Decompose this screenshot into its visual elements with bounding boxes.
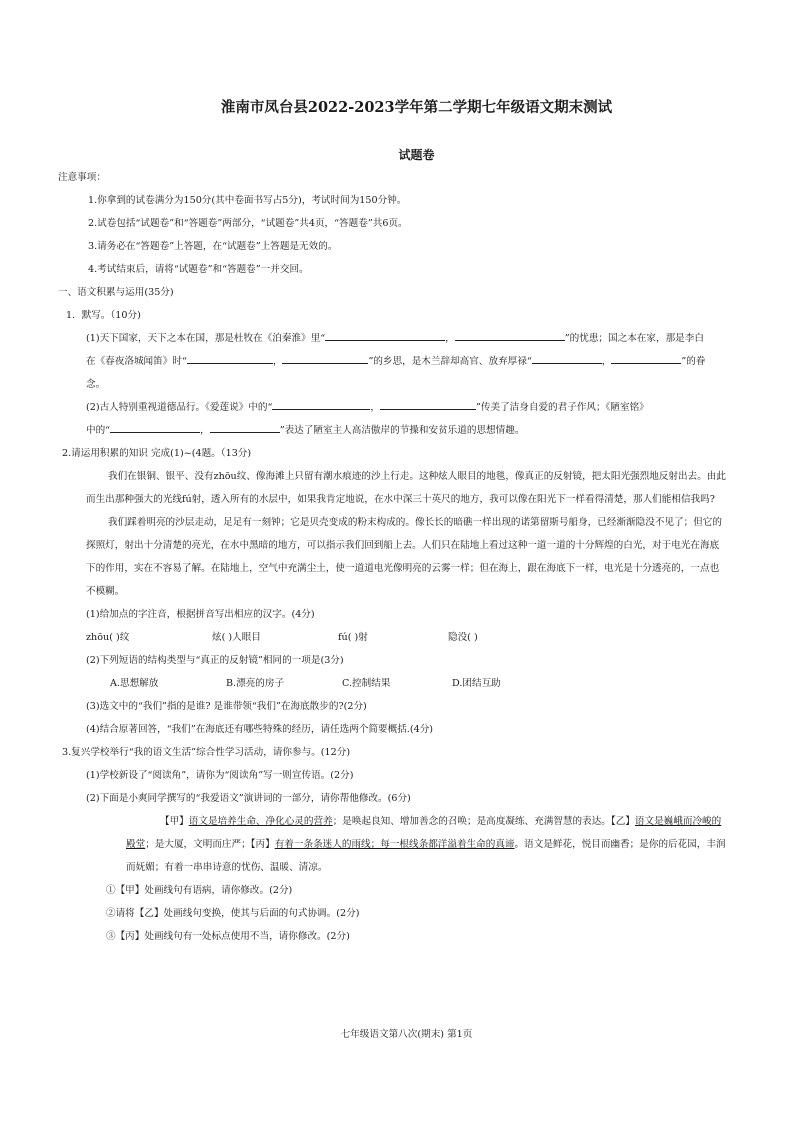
notice-heading: 注意事项： [58, 172, 106, 183]
question-3-sub-2: (2)下面是小爽同学撰写的“我爱语文”演讲词的一部分，请你帮他修改。(6分) [86, 793, 411, 804]
answer-blank[interactable] [210, 421, 280, 433]
underlined-sentence-bing: 有着一条条迷人的雨线；每一根线条都洋溢着生命的真谛 [274, 839, 515, 850]
pinyin-item: zhōu( )纹 [86, 632, 130, 643]
marker-yi: 【乙】 [610, 816, 635, 827]
question-3-sub-1: (1)学校新设了“阅读角”，请你为“阅读角”写一则宣传语。(2分) [86, 770, 354, 781]
option-c[interactable]: C.控制结果 [342, 678, 391, 689]
answer-blank[interactable] [187, 352, 273, 364]
page-footer: 七年级语文第八次(期末) 第1页 [340, 1029, 473, 1040]
question-2-sub-2: (2)下列短语的结构类型与“真正的反射镜”相同的一项是(3分) [86, 655, 344, 666]
answer-blank[interactable] [611, 352, 681, 364]
answer-blank[interactable] [325, 329, 445, 341]
question-2-sub-1: (1)给加点的字注音，根据拼音写出相应的汉字。(4分) [86, 609, 315, 620]
revision-task-1: ①【甲】处画线句有语病，请你修改。(2分) [106, 885, 293, 896]
pinyin-item: fú( )射 [338, 632, 368, 643]
pinyin-item: 隐没( ) [448, 632, 478, 643]
marker-jia: 【甲】 [160, 816, 189, 827]
speech-excerpt: 【甲】语文是培养生命、净化心灵的营养；是唤起良知、增加善念的召唤；是高度凝练、充满智慧的表达。【乙】语文是巍峨而冷峻的殿堂；是大厦，文明而庄严；【丙】有着一条条迷人的雨线；每一根线条都洋溢着生命的真谛。语文是鲜花，悦目而幽香；是你的后花园，丰润而妩媚；有着一串串诗意的忧伤、温暖、清凉。 [126, 816, 726, 873]
question-2-sub-3: (3)选文中的“我们”指的是谁? 是谁带领“我们”在海底散步的?(2分) [86, 701, 367, 712]
underlined-sentence-jia: 语文是培养生命、净化心灵的营养 [188, 816, 333, 827]
question-1-part-1-line-3: 念。 [86, 379, 106, 390]
page-title: 淮南市凤台县2022-2023学年第二学期七年级语文期末测试 [220, 99, 613, 116]
question-1-heading: 1．默写。（10分) [66, 310, 141, 321]
pinyin-row [86, 626, 726, 649]
options-row [110, 672, 726, 695]
marker-bing: 【丙】 [250, 839, 275, 850]
option-d[interactable]: D.团结互助 [452, 678, 501, 689]
question-1-part-2-line-1: (2)古人特别重视道德品行。《爱莲说》中的“ ， ”传美了洁身自爱的君子作风；《陋室铭》 [86, 396, 726, 419]
reading-passage-1: 我们在银铜、银平、没有zhōu纹、像海滩上只留有潮水痕迹的沙上行走。这种炫人眼目的地毯，像真正的反射镜，把太阳光强烈地反射出去。由此而生出那种强大的光线fú射，透入所有的水层中，如果我肯定地说，在水中深三十英尺的地方，我可以像在阳光下一样看得清楚，那人们能相信我吗? [86, 471, 726, 505]
reading-passage-2: 我们踩着明亮的沙层走动，足足有一刻钟；它是贝壳变成的粉末构成的。像长长的暗礁一样出现的诺第留斯号船身，已经渐渐隐没不见了；但它的探照灯，射出十分清楚的亮光，在水中黑暗的地方，可以指示我们回到船上去。人们只在陆地上看过这种一道一道的十分辉煌的白光，对于电光在海底下的作用，实在不容易了解。在陆地上，空气中充满尘土，使一道道电光像明亮的云雾一样；但在海上，跟在海底下一样，电光是十分透亮的，一点也不模糊。 [86, 517, 722, 597]
notice-item-1: 1.你拿到的试卷满分为150分(其中卷面书写占5分)，考试时间为150分钟。 [88, 195, 407, 206]
option-a[interactable]: A.思想解放 [110, 678, 159, 689]
notice-item-3: 3.请务必在“答题卷”上答题，在“试题卷”上答题是无效的。 [88, 241, 338, 252]
pinyin-item: 炫( )人眼目 [212, 632, 261, 643]
revision-task-2: ②请将【乙】处画线句变换，使其与后面的句式协调。(2分) [106, 908, 360, 919]
underlined-sentence-yi: 语文是巍峨而冷峻的殿堂 [126, 816, 722, 850]
answer-blank[interactable] [272, 398, 370, 410]
notice-item-2: 2.试卷包括“试题卷”和“答题卷”两部分，“试题卷”共4页，“答题卷”共6页。 [88, 218, 408, 229]
section-heading: 一、语文积累与运用(35分) [58, 287, 174, 298]
answer-blank[interactable] [532, 352, 602, 364]
option-b[interactable]: B.漂亮的房子 [226, 678, 285, 689]
exam-content [58, 166, 726, 948]
question-1-part-1-line-2: 在《春夜洛城闻笛》时“ ， ”的乡思，是木兰辞却高官、放弃厚禄“ ， ”的眷 [86, 350, 726, 373]
question-2-sub-4: (4)结合原著回答，“我们”在海底还有哪些特殊的经历，请任选两个简要概括.(4分) [86, 724, 434, 735]
question-1-part-2-line-2: 中的“ ， ”表达了陋室主人高洁傲岸的节操和安贫乐道的思想情趣。 [86, 419, 726, 442]
answer-blank[interactable] [110, 421, 200, 433]
page-subtitle: 试题卷 [398, 148, 435, 162]
notice-item-4: 4.考试结束后，请将“试题卷”和“答题卷”一并交回。 [88, 264, 309, 275]
answer-blank[interactable] [282, 352, 368, 364]
question-3-heading: 3.复兴学校举行“我的语文生活”综合性学习活动，请你参与。(12分) [62, 747, 351, 758]
question-1-part-1-line-1: (1)天下国家，天下之本在国，那是杜牧在《泊秦淮》里“ ， ”的忧患；国之本在家，那是李白 [86, 327, 726, 350]
answer-blank[interactable] [455, 329, 565, 341]
revision-task-3: ③【丙】处画线句有一处标点使用不当，请你修改。(2分) [106, 931, 350, 942]
answer-blank[interactable] [380, 398, 476, 410]
question-2-heading: 2.请运用积累的知识 完成(1)~(4题。（13分) [62, 448, 252, 459]
